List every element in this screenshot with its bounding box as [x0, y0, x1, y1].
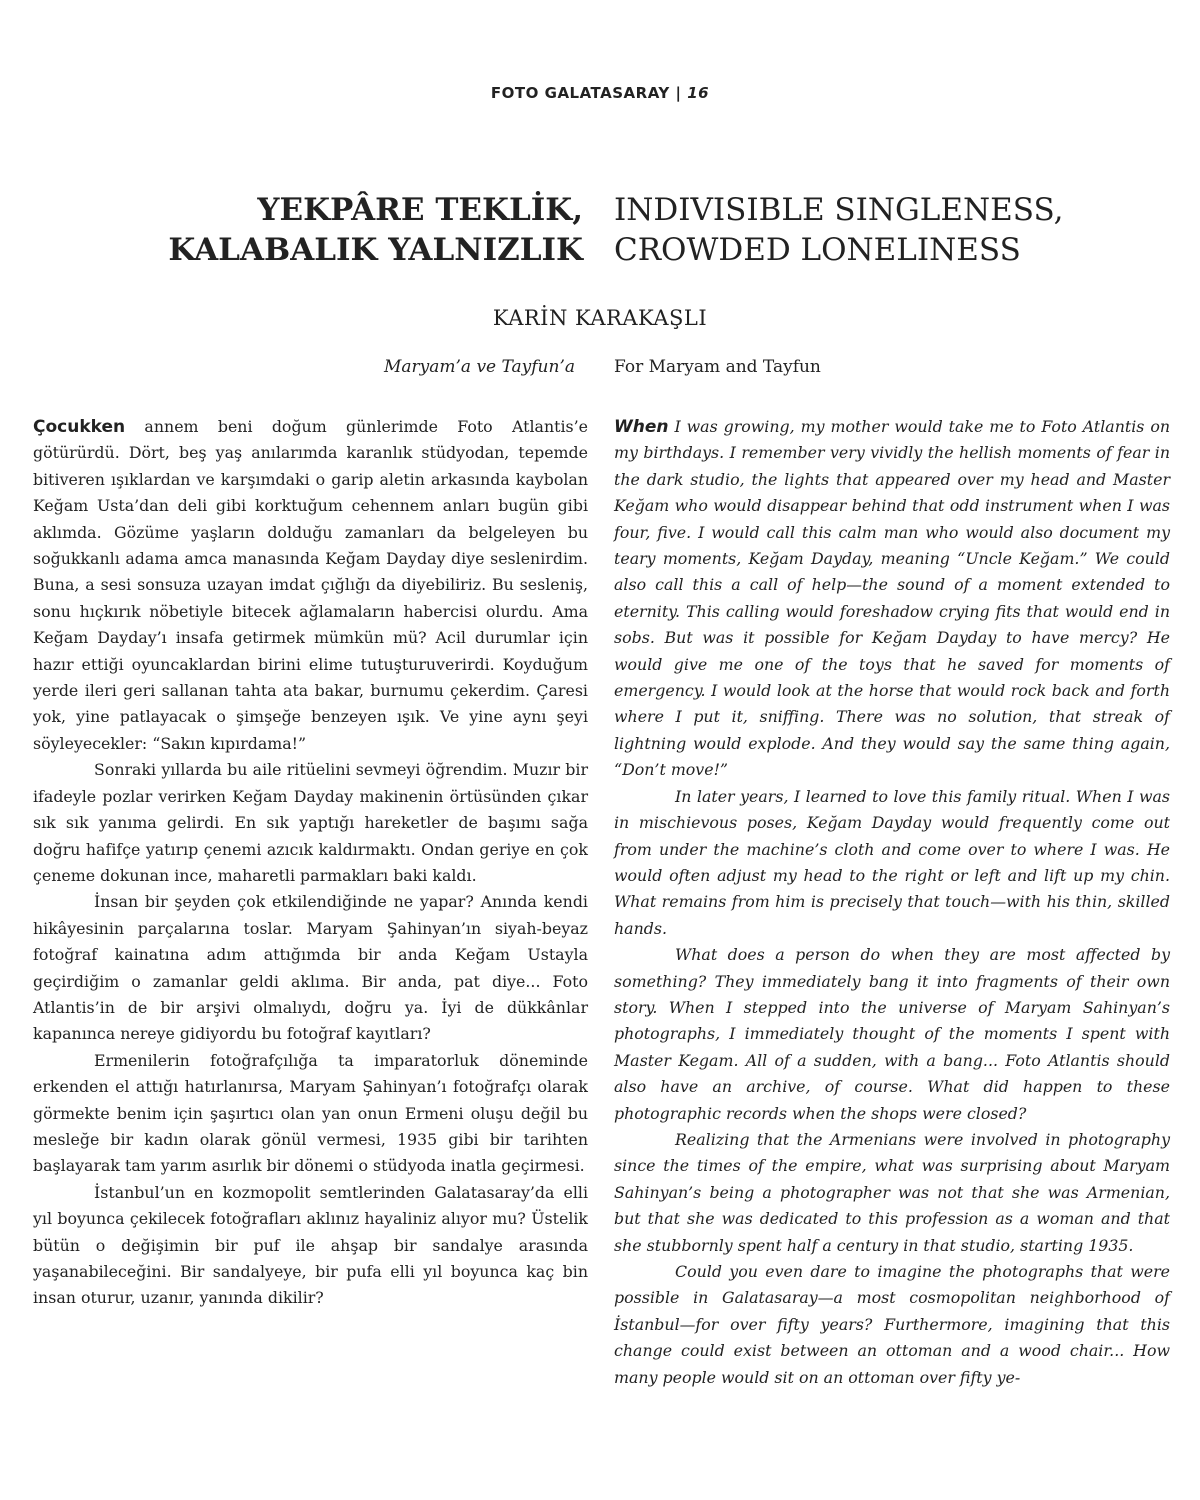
title-en-line-2: CROWDED LONELINESS — [614, 232, 1021, 268]
title-turkish — [23, 190, 583, 270]
running-head — [0, 84, 1200, 102]
publication-name: FOTO GALATASARAY — [490, 84, 670, 102]
en-paragraph-3: What does a person do when they are most affected by something? They immediately bang it into fragments of their own story. When I stepped into the universe of Maryam Sahinyan’s photographs, I immediately thought of the moments I spent with Master Kegam. All of a sudden, with a bang... Foto Atlantis should also have an archive, of course. What did happen to these photographic records when the shops were closed? — [614, 945, 1170, 1123]
title-tr-line-2: KALABALIK YALNIZLIK — [168, 232, 583, 268]
en-paragraph-5: Could you even dare to imagine the photographs that were possible in Galatasaray—a most cosmopolitan neighborhood of İstanbul—for over fifty years? Furthermore, imagining that this change could exist between an ottoman and a wood chair... How many people would sit on an ottoman over fifty ye- — [614, 1262, 1170, 1387]
page-number: 16 — [687, 84, 710, 102]
en-paragraph-1 — [614, 414, 1170, 784]
dedication-english: For Maryam and Tayfun — [614, 357, 821, 377]
en-paragraph-2: In later years, I learned to love this family ritual. When I was in mischievous poses, Keğam Dayday would frequently come out from under the machine’s cloth and come over to where I was. He would often adjust my head to the right or left and lift up my chin. What remains from him is precisely that touch—with his thin, skilled hands. — [614, 786, 1170, 938]
header-separator: | — [675, 84, 682, 102]
tr-lead-word: Çocukken — [33, 417, 126, 437]
en-lead-word: When — [614, 417, 669, 437]
tr-paragraph-1 — [33, 414, 588, 757]
dedication-turkish: Maryam’a ve Tayfun’a — [383, 357, 575, 377]
english-column — [614, 414, 1170, 1391]
tr-paragraph-2: Sonraki yıllarda bu aile ritüelini sevmeyi öğrendim. Muzır bir ifadeyle pozlar verirken Keğam Dayday makinenin örtüsünden çıkar sık sık yanıma gelirdi. En sık yaptığı hareketler de başımı sağa doğru hafifçe yatırıp çenemi azıcık kaldırmaktı. Ondan geriye en çok çeneme dokunan ince, maharetli parmakları baki kaldı. — [33, 760, 588, 885]
turkish-column — [33, 414, 588, 1312]
title-english — [614, 190, 1174, 270]
tr-paragraph-1-text: annem beni doğum günlerimde Foto Atlantis’e götürürdü. Dört, beş yaş anılarımda karanlık stüdyodan, tepemde bitiveren ışıklardan ve karşımdaki o garip aletin arkasında kaybolan Keğam Usta’dan deli gibi korktuğum cehennem anları bugün gibi aklımda. Gözüme yaşların dolduğu zamanları da belgeleyen bu soğukkanlı adama amca manasında Keğam Dayday diye seslenirdim. Buna, a sesi sonsuza uzayan imdat çığlığı da diyebiliriz. Bu sesleniş, sonu hıçkırık nöbetiyle bitecek ağlamaların habercisi olurdu. Ama Keğam Dayday’ı insafa getirmek mümkün mü? Acil durumlar için hazır ettiği oyuncaklardan birini elime tutuşturuverirdi. Koyduğum yerde ileri geri sallanan tahta ata bakar, burnumu çekerdim. Çaresi yok, yine patlayacak o şimşeğe benzeyen ışık. Ve yine aynı şeyi söyleyecekler: “Sakın kıpırdama!” — [33, 417, 588, 753]
en-paragraph-1-text: I was growing, my mother would take me to Foto Atlantis on my birthdays. I remember very vividly the hellish moments of fear in the dark studio, the lights that appeared over my head and Master Keğam who would disappear behind that odd instrument when I was four, five. I would call this calm man who would also document my teary moments, Keğam Dayday, meaning “Uncle Keğam.” We could also call this a call of help—the sound of a moment extended to eternity. This calling would foreshadow crying fits that would end in sobs. But was it possible for Keğam Dayday to have mercy? He would give me one of the toys that he saved for moments of emergency. I would look at the horse that would rock back and forth where I put it, sniffing. There was no solution, that streak of lightning would explode. And they would say the same thing again, “Don’t move!” — [614, 417, 1170, 780]
tr-paragraph-3: İnsan bir şeyden çok etkilendiğinde ne yapar? Anında kendi hikâyesinin parçalarına toslar. Maryam Şahinyan’ın siyah-beyaz fotoğraf kainatına adım attığımda bir anda Keğam Ustayla geçirdiğim o zamanlar geldi aklıma. Bir anda, pat diye... Foto Atlantis’in de bir arşivi olmalıydı, doğru ya. İyi de dükkânlar kapanınca nereye gidiyordu bu fotoğraf kayıtları? — [33, 892, 588, 1044]
tr-paragraph-4: Ermenilerin fotoğrafçılığa ta imparatorluk döneminde erkenden el attığı hatırlanırsa, Maryam Şahinyan’ı fotoğrafçı olarak görmekte benim için şaşırtıcı olan yan onun Ermeni oluşu değil bu mesleğe bir kadın olarak gönül vermesi, 1935 gibi bir tarihten başlayarak tam yarım asırlık bir dönemi o stüdyoda inatla geçirmesi. — [33, 1050, 588, 1176]
title-tr-line-1: YEKPÂRE TEKLİK, — [257, 192, 583, 228]
title-en-line-1: INDIVISIBLE SINGLENESS, — [614, 192, 1064, 228]
en-paragraph-4: Realizing that the Armenians were involved in photography since the times of the empire, what was surprising about Maryam Sahinyan’s being a photographer was not that she was Armenian, but that she was dedicated to this profession as a woman and that she stubbornly spent half a century in that studio, starting 1935. — [614, 1129, 1170, 1255]
author-name: KARİN KARAKAŞLI — [492, 306, 708, 330]
tr-paragraph-5: İstanbul’un en kozmopolit semtlerinden Galatasaray’da elli yıl boyunca çekilecek fotoğrafları aklınız hayaliniz alıyor mu? Üstelik bütün o değişimin bir puf ile ahşap bir sandalye arasında yaşanabileceğini. Bir sandalyeye, bir pufa elli yıl boyunca kaç bin insan oturur, uzanır, yanında dikilir? — [33, 1182, 588, 1308]
